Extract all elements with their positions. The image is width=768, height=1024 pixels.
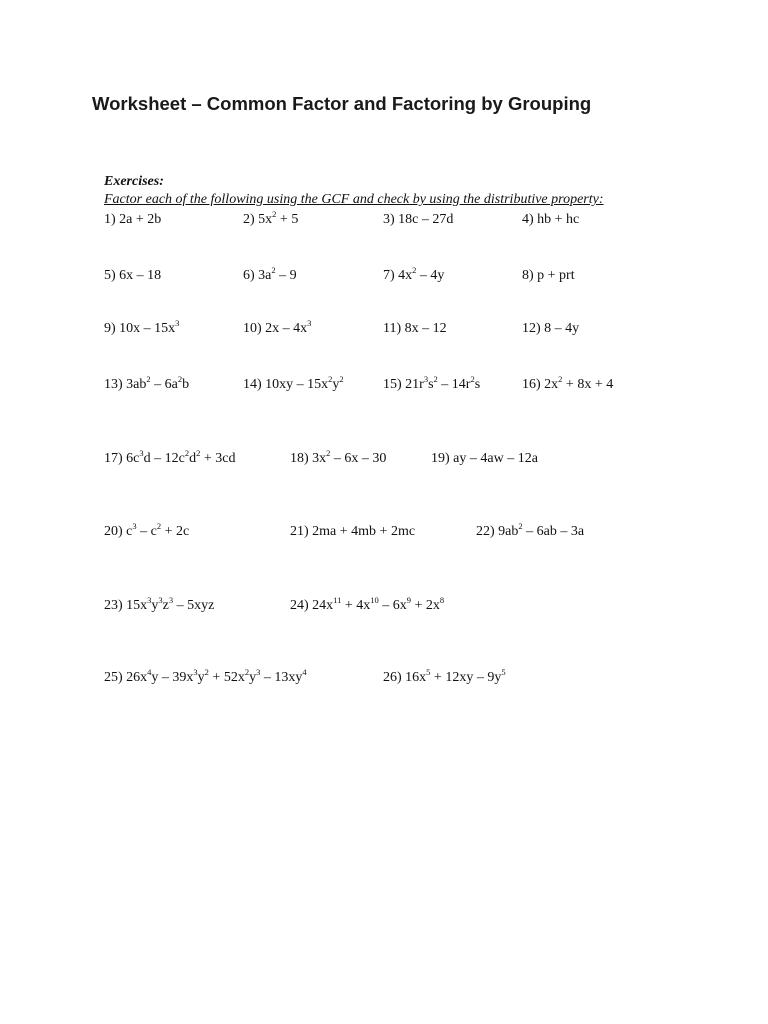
instructions: Factor each of the following using the GCF and check by using the distributive property: <box>104 192 604 207</box>
problem-13: 13) $3ab^2 - 6a^2b$ <box>104 374 190 392</box>
problem-2: 2) $5x^2 + 5$ <box>243 209 299 227</box>
problem-11: 11) 8x – 12 <box>383 321 447 336</box>
problem-18: 18) $3x^2 - 6x - 30$ <box>290 448 387 466</box>
problem-1: 1) 2a + 2b <box>104 212 162 227</box>
problem-14: 14) $10xy - 15x^2y^2$ <box>243 374 344 392</box>
problem-4: 4) hb + hc <box>522 212 580 227</box>
problem-10: 10) $2x - 4x^3$ <box>243 318 312 336</box>
problem-16: 16) $2x^2 + 8x + 4$ <box>522 374 614 392</box>
exercises-label: Exercises: <box>104 174 164 189</box>
problem-20: 20) $c^3 - c^2 + 2c$ <box>104 521 190 539</box>
problem-22: 22) $9ab^2 - 6ab - 3a$ <box>476 521 585 539</box>
problem-19: 19) ay – 4aw – 12a <box>431 451 538 466</box>
problem-15: 15) $21r^3s^2 - 14r^2s$ <box>383 374 481 392</box>
problem-25: 25) $26x^4y - 39x^3y^2 + 52x^2y^3 - 13xy^4$ <box>104 667 307 685</box>
problem-5: 5) 6x – 18 <box>104 268 162 283</box>
problem-6: 6) $3a^2 - 9$ <box>243 265 297 283</box>
problem-23: 23) $15x^3y^3z^3 - 5xyz$ <box>104 595 215 613</box>
problem-17: 17) $6c^3d - 12c^2d^2 + 3cd$ <box>104 448 236 466</box>
problem-26: 26) $16x^5 + 12xy - 9y^5$ <box>383 667 506 685</box>
problem-3: 3) 18c – 27d <box>383 212 454 227</box>
problem-7: 7) $4x^2 - 4y$ <box>383 265 445 283</box>
problem-12: 12) 8 – 4y <box>522 321 580 336</box>
problem-21: 21) 2ma + 4mb + 2mc <box>290 524 416 539</box>
worksheet-title: Worksheet – Common Factor and Factoring by Grouping <box>92 93 592 114</box>
problem-24: 24) $24x^{11} + 4x^{10} - 6x^9 + 2x^8$ <box>290 595 445 613</box>
problem-9: 9) $10x - 15x^3$ <box>104 318 180 336</box>
problem-8: 8) p + prt <box>522 268 575 283</box>
